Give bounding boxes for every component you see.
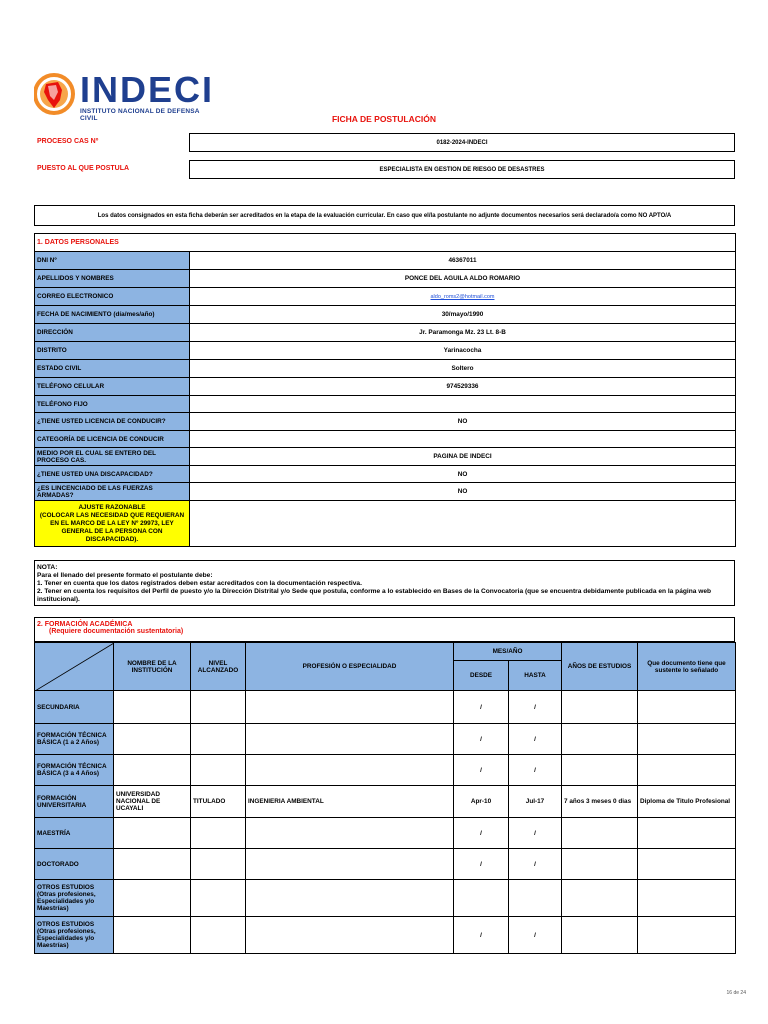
ajuste-razonable-value xyxy=(190,501,736,547)
personal-field-label: DNI Nº xyxy=(35,252,190,270)
personal-data-row xyxy=(35,483,736,501)
nota-line-2: 2. Tener en cuenta los requisitos del Perfil de puesto y/o la Dirección Distrital y/o Sede que postula, conforme a lo establecido en Bases de la Convocatoria (que se encuentra debidamente publicada en la página web institucional). xyxy=(37,588,712,603)
personal-field-label: CATEGORÍA DE LICENCIA DE CONDUCIR xyxy=(35,431,190,448)
personal-field-label: FECHA DE NACIMIENTO (día/mes/año) xyxy=(35,306,190,324)
personal-data-row xyxy=(35,252,736,270)
personal-field-value: NO xyxy=(190,413,736,431)
academic-documento-cell xyxy=(638,755,736,786)
academic-anos-cell xyxy=(562,849,638,880)
personal-field-value: 30/mayo/1990 xyxy=(190,306,736,324)
academic-anos-cell xyxy=(562,691,638,724)
section1-title: 1. DATOS PERSONALES xyxy=(35,234,736,252)
academic-desde-cell: Apr-10 xyxy=(454,786,509,818)
personal-field-value: 46367011 xyxy=(190,252,736,270)
personal-field-label: MEDIO POR EL CUAL SE ENTERO DEL PROCESO CAS. xyxy=(35,448,190,466)
personal-field-value: NO xyxy=(190,466,736,483)
academic-nivel-cell xyxy=(191,755,246,786)
academic-institucion-cell xyxy=(114,818,191,849)
academic-label-cell: SECUNDARIA xyxy=(35,691,114,724)
academic-hasta-cell: Jul-17 xyxy=(509,786,562,818)
academic-profesion-cell xyxy=(246,880,454,917)
personal-data-row xyxy=(35,413,736,431)
section2-title: 2. FORMACIÓN ACADÉMICA xyxy=(37,621,133,628)
nota-title: NOTA: xyxy=(37,564,58,571)
personal-field-label: APELLIDOS Y NOMBRES xyxy=(35,270,190,288)
personal-field-label: DIRECCIÓN xyxy=(35,324,190,342)
page-title: FICHA DE POSTULACIÓN xyxy=(331,114,437,124)
academic-desde-cell: / xyxy=(454,691,509,724)
personal-data-row xyxy=(35,270,736,288)
academic-profesion-cell xyxy=(246,691,454,724)
academic-profesion-cell xyxy=(246,755,454,786)
academic-desde-cell: / xyxy=(454,818,509,849)
header-documento: Que documento tiene que sustente lo señalado xyxy=(638,643,736,691)
academic-documento-cell xyxy=(638,818,736,849)
header-nivel: NIVEL ALCANZADO xyxy=(191,643,246,691)
proceso-value: 0182-2024-INDECI xyxy=(189,133,735,152)
academic-institucion-cell: UNIVERSIDAD NACIONAL DE UCAYALI xyxy=(114,786,191,818)
section2-subtitle: (Requiere documentación sustentatoria) xyxy=(49,628,184,635)
academic-documento-cell xyxy=(638,880,736,917)
personal-data-row xyxy=(35,466,736,483)
header-institucion: NOMBRE DE LA INSTITUCIÓN xyxy=(114,643,191,691)
personal-data-row xyxy=(35,396,736,413)
personal-field-label: CORREO ELECTRONICO xyxy=(35,288,190,306)
header-desde: DESDE xyxy=(454,661,509,691)
academic-hasta-cell: / xyxy=(509,818,562,849)
notice-box: Los datos consignados en esta ficha deberán ser acreditados en la etapa de la evaluación curricular. En caso que el/la postulante no adjunte documentos necesarios será declarado/a como NO APTO/A xyxy=(34,205,735,226)
academic-anos-cell xyxy=(562,880,638,917)
personal-data-row xyxy=(35,360,736,378)
academic-nivel-cell xyxy=(191,849,246,880)
academic-institucion-cell xyxy=(114,755,191,786)
academic-label-cell: DOCTORADO xyxy=(35,849,114,880)
logo-subtitle: INSTITUTO NACIONAL DE DEFENSA CIVIL xyxy=(80,108,200,122)
academic-row xyxy=(35,755,736,786)
academic-documento-cell xyxy=(638,917,736,954)
academic-nivel-cell xyxy=(191,724,246,755)
personal-field-value: PAGINA DE INDECI xyxy=(190,448,736,466)
academic-documento-cell xyxy=(638,849,736,880)
proceso-label: PROCESO CAS Nº xyxy=(37,138,99,145)
academic-nivel-cell xyxy=(191,880,246,917)
personal-field-label: ¿TIENE USTED UNA DISCAPACIDAD? xyxy=(35,466,190,483)
academic-desde-cell: / xyxy=(454,755,509,786)
academic-anos-cell xyxy=(562,724,638,755)
diagonal-header-cell xyxy=(35,643,114,691)
personal-field-value: Jr. Paramonga Mz. 23 Lt. 8-B xyxy=(190,324,736,342)
personal-field-label: TELÉFONO FIJO xyxy=(35,396,190,413)
academic-label-cell: FORMACIÓN TÉCNICA BÁSICA (1 a 2 Años) xyxy=(35,724,114,755)
personal-data-row xyxy=(35,288,736,306)
logo-wordmark: INDECI xyxy=(80,69,215,110)
academic-label-cell: OTROS ESTUDIOS (Otras profesiones, Especialidades y/o Maestrías) xyxy=(35,880,114,917)
academic-label-cell: FORMACIÓN UNIVERSITARIA xyxy=(35,786,114,818)
academic-hasta-cell: / xyxy=(509,724,562,755)
personal-field-label: ESTADO CIVIL xyxy=(35,360,190,378)
academic-anos-cell xyxy=(562,818,638,849)
header-anos: AÑOS DE ESTUDIOS xyxy=(562,643,638,691)
academic-institucion-cell xyxy=(114,691,191,724)
academic-documento-cell xyxy=(638,724,736,755)
academic-hasta-cell: / xyxy=(509,917,562,954)
personal-data-row xyxy=(35,431,736,448)
academic-row xyxy=(35,818,736,849)
academic-nivel-cell xyxy=(191,917,246,954)
academic-institucion-cell xyxy=(114,917,191,954)
personal-data-row xyxy=(35,342,736,360)
academic-label-cell: MAESTRÍA xyxy=(35,818,114,849)
academic-desde-cell xyxy=(454,880,509,917)
page-number: 16 de 24 xyxy=(726,990,746,996)
personal-data-row xyxy=(35,378,736,396)
academic-nivel-cell xyxy=(191,818,246,849)
academic-profesion-cell: INGENIERIA AMBIENTAL xyxy=(246,786,454,818)
personal-field-value xyxy=(190,431,736,448)
academic-profesion-cell xyxy=(246,818,454,849)
academic-profesion-cell xyxy=(246,917,454,954)
academic-nivel-cell xyxy=(191,691,246,724)
personal-data-table xyxy=(34,233,736,547)
personal-field-value: 974529336 xyxy=(190,378,736,396)
personal-field-label: TELÉFONO CELULAR xyxy=(35,378,190,396)
personal-field-value: Yarinacocha xyxy=(190,342,736,360)
academic-desde-cell: / xyxy=(454,724,509,755)
academic-row xyxy=(35,917,736,954)
header-mesano: MES/AÑO xyxy=(454,643,562,661)
academic-anos-cell: 7 años 3 meses 0 dias xyxy=(562,786,638,818)
academic-institucion-cell xyxy=(114,880,191,917)
academic-profesion-cell xyxy=(246,849,454,880)
nota-box xyxy=(34,560,735,606)
personal-field-value: PONCE DEL AGUILA ALDO ROMARIO xyxy=(190,270,736,288)
nota-line-1: 1. Tener en cuenta que los datos registrados deben estar acreditados con la documentación respectiva. xyxy=(37,580,362,587)
personal-data-row xyxy=(35,448,736,466)
academic-hasta-cell: / xyxy=(509,691,562,724)
personal-data-row xyxy=(35,306,736,324)
academic-label-cell: OTROS ESTUDIOS (Otras profesiones, Especialidades y/o Maestrías) xyxy=(35,917,114,954)
personal-field-label: ¿TIENE USTED LICENCIA DE CONDUCIR? xyxy=(35,413,190,431)
academic-label-cell: FORMACIÓN TÉCNICA BÁSICA (3 a 4 Años) xyxy=(35,755,114,786)
personal-field-value: Soltero xyxy=(190,360,736,378)
academic-row xyxy=(35,849,736,880)
academic-hasta-cell: / xyxy=(509,849,562,880)
academic-institucion-cell xyxy=(114,849,191,880)
section2-header xyxy=(34,617,735,642)
personal-field-value[interactable]: aldo_roms2@hotmail.com xyxy=(190,288,736,306)
indeci-emblem-icon xyxy=(34,70,76,120)
academic-desde-cell: / xyxy=(454,849,509,880)
header-hasta: HASTA xyxy=(509,661,562,691)
academic-nivel-cell: TITULADO xyxy=(191,786,246,818)
academic-hasta-cell xyxy=(509,880,562,917)
puesto-value: ESPECIALISTA EN GESTION DE RIESGO DE DESASTRES xyxy=(189,160,735,179)
personal-field-label: ¿ES LINCENCIADO DE LAS FUERZAS ARMADAS? xyxy=(35,483,190,501)
header-profesion: PROFESIÓN O ESPECIALIDAD xyxy=(246,643,454,691)
personal-field-label: DISTRITO xyxy=(35,342,190,360)
academic-desde-cell: / xyxy=(454,917,509,954)
academic-institucion-cell xyxy=(114,724,191,755)
academic-profesion-cell xyxy=(246,724,454,755)
personal-field-value: NO xyxy=(190,483,736,501)
puesto-label: PUESTO AL QUE POSTULA xyxy=(37,165,130,172)
academic-table xyxy=(34,642,736,954)
academic-anos-cell xyxy=(562,917,638,954)
personal-field-value xyxy=(190,396,736,413)
personal-data-row xyxy=(35,324,736,342)
academic-hasta-cell: / xyxy=(509,755,562,786)
academic-row xyxy=(35,880,736,917)
ajuste-razonable-label: AJUSTE RAZONABLE (COLOCAR LAS NECESIDAD QUE REQUIERAN EN EL MARCO DE LA LEY Nº 29973, LEY GENERAL DE LA PERSONA CON DISCAPACIDAD). xyxy=(35,501,190,547)
academic-row xyxy=(35,786,736,818)
diagonal-line-icon xyxy=(35,643,114,691)
academic-documento-cell xyxy=(638,691,736,724)
academic-anos-cell xyxy=(562,755,638,786)
academic-row xyxy=(35,724,736,755)
academic-row xyxy=(35,691,736,724)
academic-documento-cell: Diploma de Titulo Profesional xyxy=(638,786,736,818)
nota-line-0: Para el llenado del presente formato el postulante debe: xyxy=(37,572,213,579)
